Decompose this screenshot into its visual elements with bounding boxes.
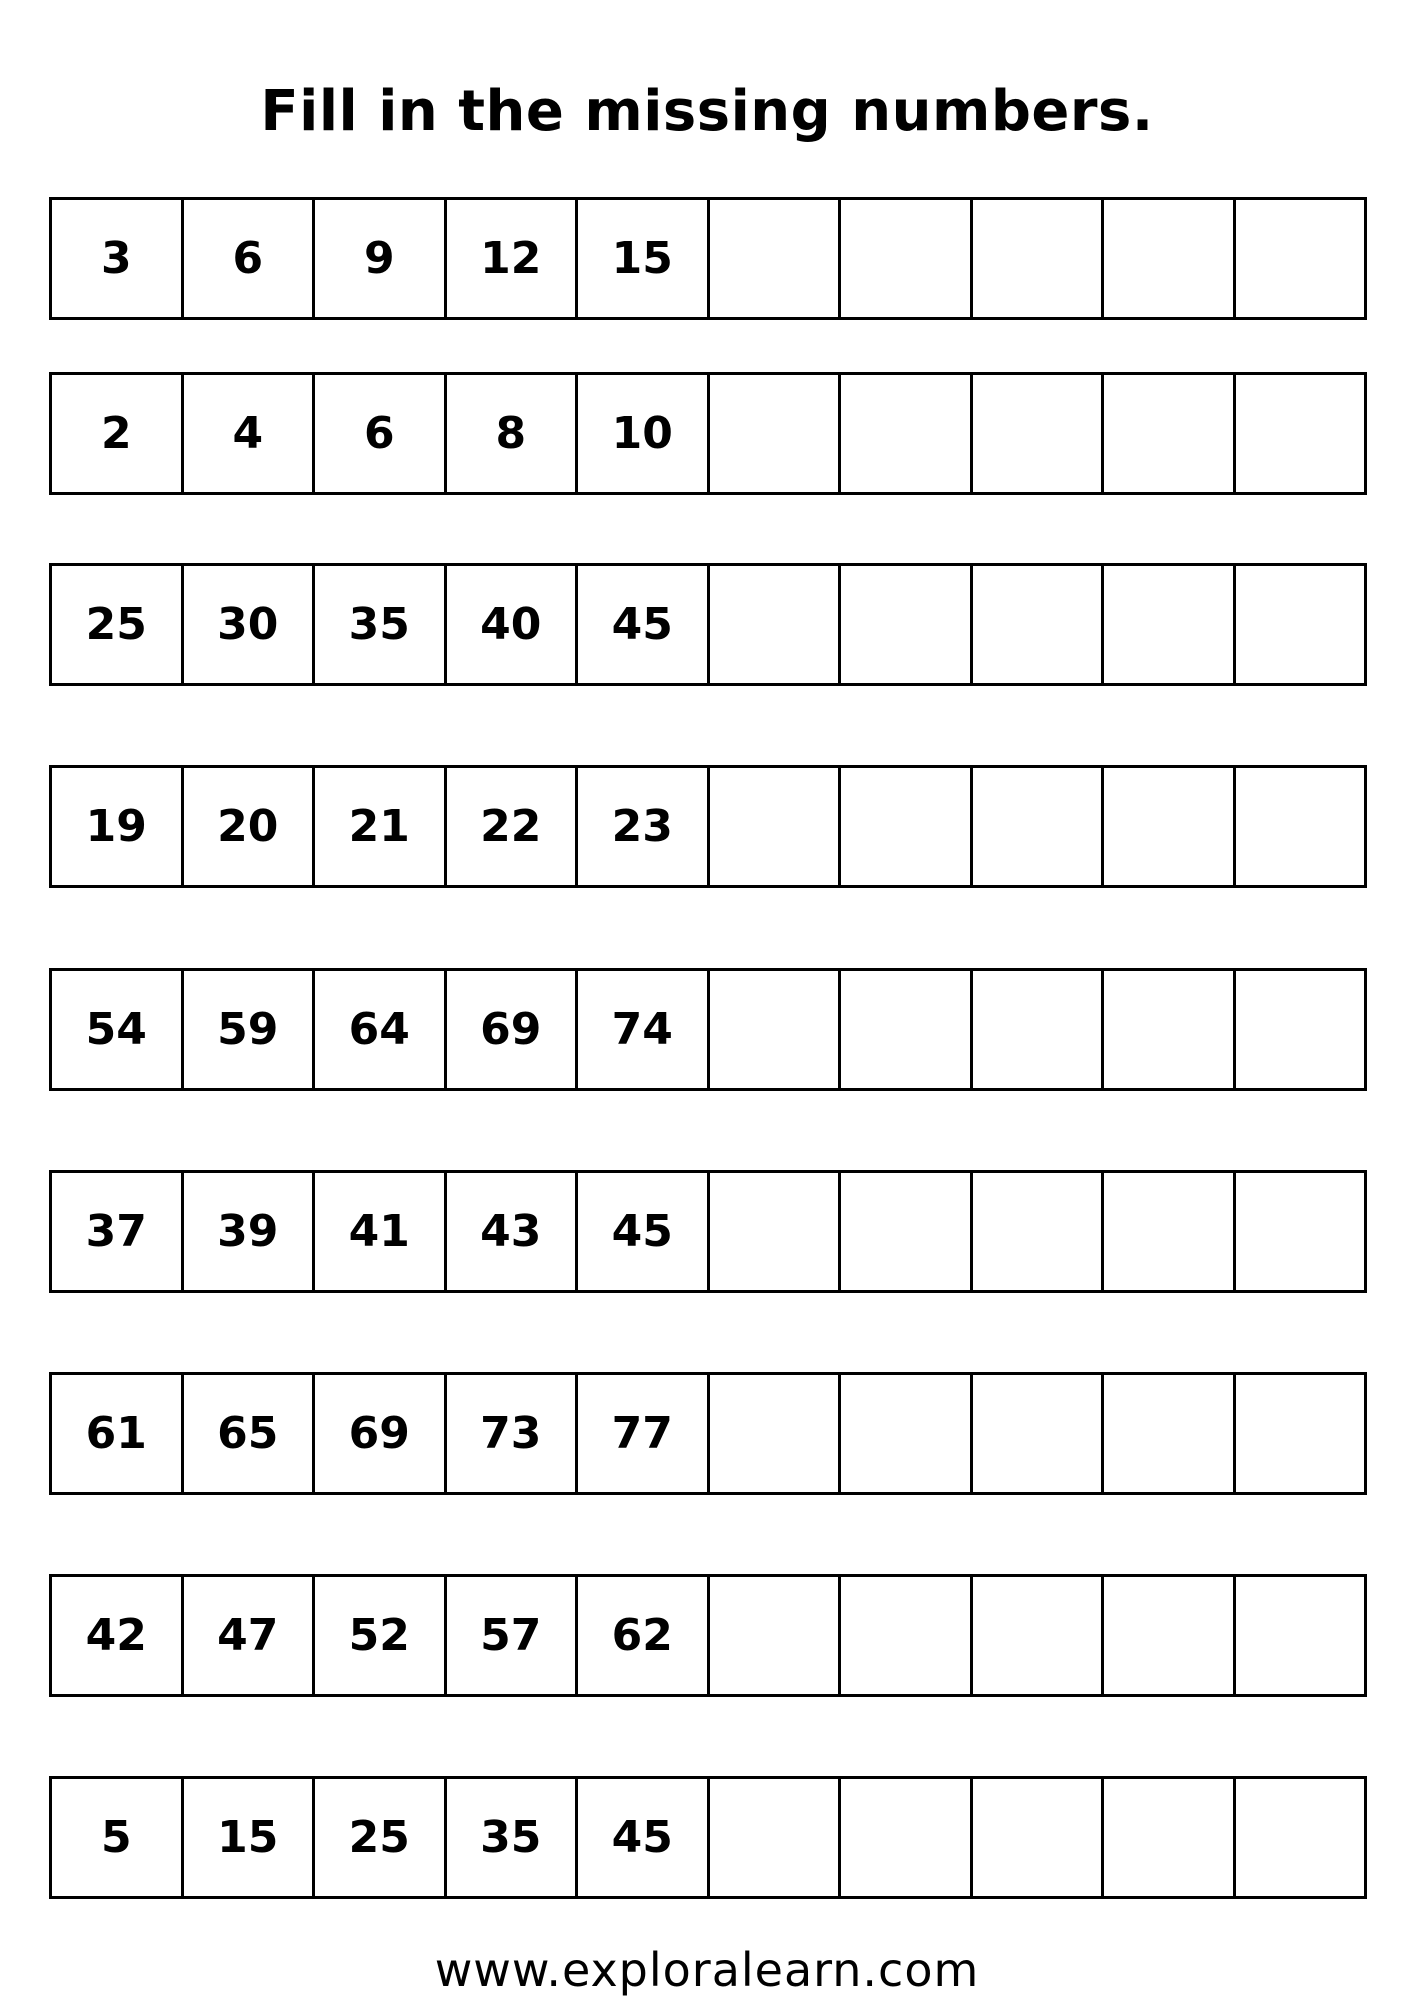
blank-answer-cell[interactable] xyxy=(710,200,842,317)
number-cell: 2 xyxy=(52,375,184,492)
blank-answer-cell[interactable] xyxy=(1104,200,1236,317)
number-cell: 25 xyxy=(52,566,184,683)
number-cell: 39 xyxy=(184,1173,316,1290)
blank-answer-cell[interactable] xyxy=(973,1779,1105,1896)
number-cell: 4 xyxy=(184,375,316,492)
number-cell: 45 xyxy=(578,1173,710,1290)
blank-answer-cell[interactable] xyxy=(710,1173,842,1290)
number-cell: 59 xyxy=(184,971,316,1088)
sequence-row xyxy=(49,197,1367,320)
blank-answer-cell[interactable] xyxy=(1236,1577,1365,1694)
number-cell: 65 xyxy=(184,1375,316,1492)
number-cell: 45 xyxy=(578,566,710,683)
blank-answer-cell[interactable] xyxy=(841,566,973,683)
number-cell: 35 xyxy=(447,1779,579,1896)
number-cell: 3 xyxy=(52,200,184,317)
blank-answer-cell[interactable] xyxy=(1104,971,1236,1088)
blank-answer-cell[interactable] xyxy=(1104,566,1236,683)
blank-answer-cell[interactable] xyxy=(1104,375,1236,492)
blank-answer-cell[interactable] xyxy=(1236,768,1365,885)
blank-answer-cell[interactable] xyxy=(973,1375,1105,1492)
blank-answer-cell[interactable] xyxy=(710,768,842,885)
blank-answer-cell[interactable] xyxy=(841,971,973,1088)
blank-answer-cell[interactable] xyxy=(973,971,1105,1088)
blank-answer-cell[interactable] xyxy=(710,1577,842,1694)
number-cell: 22 xyxy=(447,768,579,885)
number-cell: 64 xyxy=(315,971,447,1088)
blank-answer-cell[interactable] xyxy=(1104,1375,1236,1492)
worksheet-title: Fill in the missing numbers. xyxy=(260,79,1154,144)
blank-answer-cell[interactable] xyxy=(973,768,1105,885)
number-cell: 12 xyxy=(447,200,579,317)
number-cell: 6 xyxy=(184,200,316,317)
blank-answer-cell[interactable] xyxy=(1236,1173,1365,1290)
blank-answer-cell[interactable] xyxy=(710,375,842,492)
number-cell: 19 xyxy=(52,768,184,885)
blank-answer-cell[interactable] xyxy=(710,1375,842,1492)
sequence-row xyxy=(49,968,1367,1091)
blank-answer-cell[interactable] xyxy=(973,1173,1105,1290)
blank-answer-cell[interactable] xyxy=(1236,1779,1365,1896)
number-cell: 52 xyxy=(315,1577,447,1694)
sequence-row xyxy=(49,1776,1367,1899)
number-cell: 5 xyxy=(52,1779,184,1896)
sequence-row xyxy=(49,1372,1367,1495)
sequence-row xyxy=(49,765,1367,888)
number-cell: 74 xyxy=(578,971,710,1088)
blank-answer-cell[interactable] xyxy=(973,375,1105,492)
number-cell: 41 xyxy=(315,1173,447,1290)
number-cell: 43 xyxy=(447,1173,579,1290)
number-cell: 6 xyxy=(315,375,447,492)
blank-answer-cell[interactable] xyxy=(841,768,973,885)
blank-answer-cell[interactable] xyxy=(1104,1779,1236,1896)
number-cell: 9 xyxy=(315,200,447,317)
sequence-row xyxy=(49,1170,1367,1293)
number-cell: 21 xyxy=(315,768,447,885)
blank-answer-cell[interactable] xyxy=(841,375,973,492)
sequence-row xyxy=(49,563,1367,686)
number-cell: 45 xyxy=(578,1779,710,1896)
blank-answer-cell[interactable] xyxy=(1104,1577,1236,1694)
blank-answer-cell[interactable] xyxy=(841,1779,973,1896)
blank-answer-cell[interactable] xyxy=(1236,971,1365,1088)
number-cell: 15 xyxy=(578,200,710,317)
number-cell: 62 xyxy=(578,1577,710,1694)
number-cell: 25 xyxy=(315,1779,447,1896)
number-cell: 69 xyxy=(447,971,579,1088)
sequence-row xyxy=(49,1574,1367,1697)
blank-answer-cell[interactable] xyxy=(1236,200,1365,317)
blank-answer-cell[interactable] xyxy=(710,971,842,1088)
number-cell: 30 xyxy=(184,566,316,683)
blank-answer-cell[interactable] xyxy=(973,1577,1105,1694)
blank-answer-cell[interactable] xyxy=(841,1375,973,1492)
blank-answer-cell[interactable] xyxy=(841,1173,973,1290)
blank-answer-cell[interactable] xyxy=(710,1779,842,1896)
number-cell: 20 xyxy=(184,768,316,885)
blank-answer-cell[interactable] xyxy=(1236,375,1365,492)
number-cell: 40 xyxy=(447,566,579,683)
number-cell: 8 xyxy=(447,375,579,492)
number-cell: 15 xyxy=(184,1779,316,1896)
number-cell: 47 xyxy=(184,1577,316,1694)
blank-answer-cell[interactable] xyxy=(710,566,842,683)
number-cell: 35 xyxy=(315,566,447,683)
blank-answer-cell[interactable] xyxy=(1236,566,1365,683)
number-cell: 61 xyxy=(52,1375,184,1492)
blank-answer-cell[interactable] xyxy=(1236,1375,1365,1492)
number-cell: 77 xyxy=(578,1375,710,1492)
number-cell: 37 xyxy=(52,1173,184,1290)
blank-answer-cell[interactable] xyxy=(1104,1173,1236,1290)
blank-answer-cell[interactable] xyxy=(1104,768,1236,885)
blank-answer-cell[interactable] xyxy=(841,1577,973,1694)
number-cell: 10 xyxy=(578,375,710,492)
number-cell: 69 xyxy=(315,1375,447,1492)
number-cell: 57 xyxy=(447,1577,579,1694)
sequence-row xyxy=(49,372,1367,495)
blank-answer-cell[interactable] xyxy=(841,200,973,317)
website-footer: www.exploralearn.com xyxy=(434,1943,980,1997)
number-cell: 42 xyxy=(52,1577,184,1694)
number-cell: 54 xyxy=(52,971,184,1088)
blank-answer-cell[interactable] xyxy=(973,566,1105,683)
number-cell: 73 xyxy=(447,1375,579,1492)
blank-answer-cell[interactable] xyxy=(973,200,1105,317)
number-cell: 23 xyxy=(578,768,710,885)
